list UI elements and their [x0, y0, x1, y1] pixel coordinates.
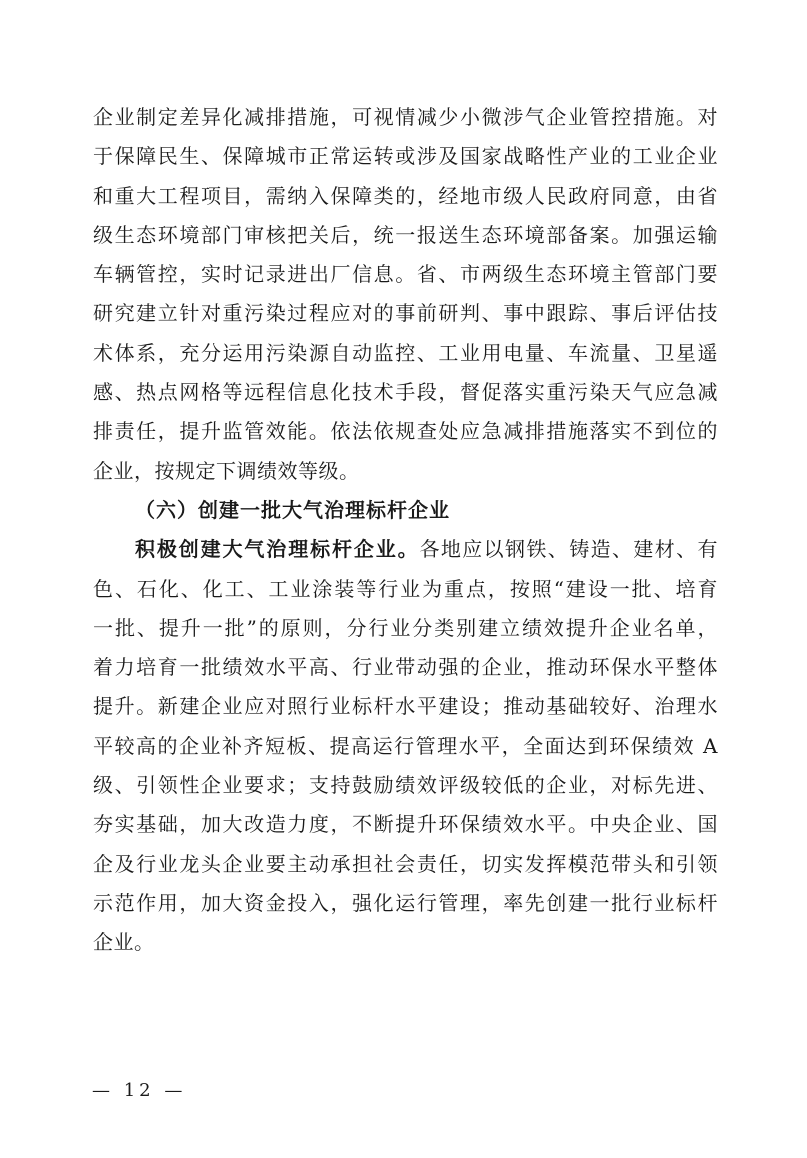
page-number: — 12 —: [92, 1080, 187, 1101]
paragraph-lead: 积极创建大气治理标杆企业。: [135, 537, 420, 562]
text-line: 示范作用，加大资金投入，强化运行管理，率先创建一批行业标杆: [93, 890, 718, 915]
text-line: 夯实基础，加大改造力度，不断提升环保绩效水平。中央企业、国: [93, 812, 718, 837]
text-line: 和重大工程项目，需纳入保障类的，经地市级人民政府同意，由省: [93, 183, 718, 208]
text-line: 平较高的企业补齐短板、提高运行管理水平，全面达到环保绩效 A: [93, 733, 718, 758]
text-line: [93, 530, 718, 569]
text-line: 研究建立针对重污染过程应对的事前研判、事中跟踪、事后评估技: [93, 301, 718, 326]
text-line: 企及行业龙头企业要主动承担社会责任，切实发挥模范带头和引领: [93, 851, 718, 876]
text-line: 排责任，提升监管效能。依法依规查处应急减排措施落实不到位的: [93, 419, 718, 444]
text-line: 术体系，充分运用污染源自动监控、工业用电量、车流量、卫星遥: [93, 340, 718, 365]
text-line: 级生态环境部门审核把关后，统一报送生态环境部备案。加强运输: [93, 222, 718, 247]
text-line: 一批、提升一批”的原则，分行业分类别建立绩效提升企业名单，: [93, 615, 718, 640]
text-line: 级、引领性企业要求；支持鼓励绩效评级较低的企业，对标先进、: [93, 773, 718, 798]
text-line: 着力培育一批绩效水平高、行业带动强的企业，推动环保水平整体: [93, 655, 718, 680]
text-line: 于保障民生、保障城市正常运转或涉及国家战略性产业的工业企业: [93, 144, 718, 169]
section-heading: （六）创建一批大气治理标杆企业: [135, 497, 450, 522]
paragraph-1: [93, 98, 718, 491]
paragraph-2: [93, 530, 718, 962]
text-line: 企业，按规定下调绩效等级。: [93, 458, 360, 483]
text-line: 车辆管控，实时记录进出厂信息。省、市两级生态环境主管部门要: [93, 262, 718, 287]
text-line: 感、热点网格等远程信息化技术手段，督促落实重污染天气应急减: [93, 380, 718, 405]
first-line-rest: 各地应以钢铁、铸造、建材、有: [419, 537, 718, 562]
text-line: 企业制定差异化减排措施，可视情减少小微涉气企业管控措施。对: [93, 105, 718, 129]
text-line: 提升。新建企业应对照行业标杆水平建设；推动基础较好、治理水: [93, 694, 718, 719]
text-line: 企业。: [93, 930, 155, 955]
body-text: [93, 98, 718, 963]
text-line: 色、石化、化工、工业涂装等行业为重点，按照“建设一批、培育: [93, 576, 718, 601]
